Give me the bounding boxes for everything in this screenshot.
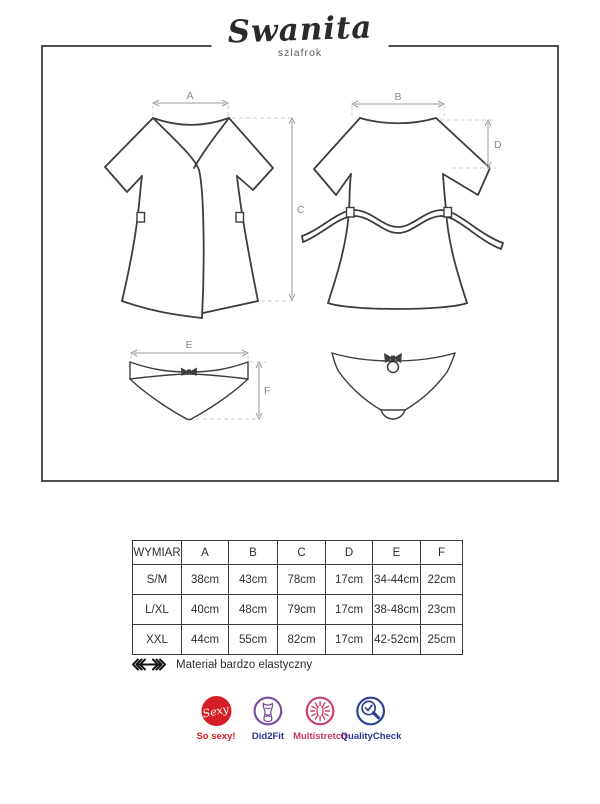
dim-label-b: B [394, 91, 402, 103]
size-cell: 17cm [326, 565, 373, 595]
size-table-corner: WYMIAR [133, 541, 182, 565]
badge-qualitycheck [341, 696, 402, 742]
material-note-text: Materiał bardzo elastyczny [176, 658, 313, 671]
badge-label: Did2Fit [251, 731, 285, 742]
size-label: L/XL [133, 595, 182, 625]
col-header-d: D [326, 541, 373, 565]
size-cell: 22cm [421, 565, 463, 595]
sexy-icon-text: Sexy [201, 701, 231, 721]
belt [302, 210, 503, 249]
dimension-e [131, 339, 248, 360]
col-header-b: B [229, 541, 278, 565]
size-table-header-row [133, 541, 463, 565]
brand-subtitle: szlafrok [277, 47, 323, 59]
size-label: S/M [133, 565, 182, 595]
size-cell: 17cm [326, 625, 373, 655]
panties-front-drawing [130, 362, 248, 420]
dim-label-d: D [494, 139, 502, 151]
dimension-b [352, 91, 444, 116]
badge-label: Multistretch [293, 731, 347, 742]
dim-label-e: E [185, 339, 193, 351]
col-header-c: C [278, 541, 326, 565]
size-cell: 82cm [278, 625, 326, 655]
panties-back-drawing [332, 353, 455, 419]
dimension-a [153, 90, 228, 116]
size-row-lxl [133, 595, 463, 625]
size-cell: 43cm [229, 565, 278, 595]
bow-icon [181, 368, 197, 377]
badge-label: So sexy! [196, 731, 236, 742]
dim-label-f: F [264, 385, 271, 397]
dim-label-c: C [297, 204, 305, 216]
size-cell: 79cm [278, 595, 326, 625]
dim-label-a: A [186, 90, 194, 102]
size-cell: 44cm [182, 625, 229, 655]
belt-loop [444, 208, 452, 218]
col-header-e: E [373, 541, 421, 565]
robe-back-drawing [302, 118, 503, 309]
size-cell: 40cm [182, 595, 229, 625]
dimension-c [232, 118, 305, 301]
size-table [132, 540, 463, 655]
robe-front-drawing [105, 118, 273, 318]
corset-icon [253, 696, 283, 726]
material-note [130, 658, 312, 671]
size-cell: 34-44cm [373, 565, 421, 595]
size-cell: 17cm [326, 595, 373, 625]
col-header-f: F [421, 541, 463, 565]
badge-did2fit [252, 696, 284, 742]
badge-multistretch [293, 696, 347, 742]
size-row-xxl [133, 625, 463, 655]
stretch-burst-icon [305, 696, 335, 726]
keyhole-ring [388, 362, 399, 373]
col-header-a: A [182, 541, 229, 565]
size-cell: 38cm [182, 565, 229, 595]
brand-name: Swanita [226, 9, 374, 51]
belt-loop [137, 213, 145, 223]
size-cell: 55cm [229, 625, 278, 655]
size-cell: 23cm [421, 595, 463, 625]
dimension-d [440, 120, 502, 168]
badge-label: QualityCheck [340, 731, 402, 742]
size-label: XXL [133, 625, 182, 655]
size-cell: 42-52cm [373, 625, 421, 655]
size-cell: 78cm [278, 565, 326, 595]
badge-so-sexy [196, 696, 235, 742]
size-cell: 38-48cm [373, 595, 421, 625]
brand-logo [212, 9, 389, 59]
belt-loop [347, 208, 355, 218]
sexy-script-icon [201, 696, 231, 726]
stretch-arrows-icon [130, 658, 168, 671]
garment-diagram [41, 45, 559, 482]
size-row-sm [133, 565, 463, 595]
magnifier-check-icon [356, 696, 386, 726]
belt-loop [236, 213, 244, 223]
size-cell: 48cm [229, 595, 278, 625]
size-cell: 25cm [421, 625, 463, 655]
